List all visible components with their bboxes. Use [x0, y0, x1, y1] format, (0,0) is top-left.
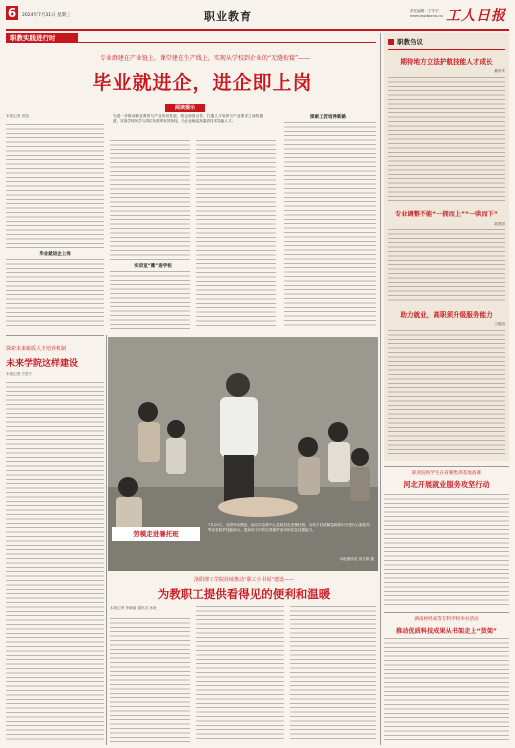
section-title: 职业教育 — [204, 10, 252, 23]
lead-intro: 为进一步推动职业教育与产业协同发展，校企深度合作，打通人才培养与产业需求之间的通道，实现学校所学与岗位所需的有效衔接，为企业输送高素质技术技能人才。 — [113, 114, 263, 123]
news-photo — [108, 337, 378, 571]
sidebar-headline-1: 期待地方立法护航技能人才成长 — [400, 58, 493, 66]
left-headline: 未来学院这样建设 — [6, 359, 79, 369]
page-number: 6 — [7, 6, 17, 20]
photo-caption-title — [112, 527, 200, 541]
sidebar — [384, 33, 509, 461]
reading-label: 阅读提示 — [165, 104, 205, 112]
sidebar-headline-2: 专业调整不能“一拥而上”“一哄而下” — [395, 211, 498, 218]
right-kicker-1: 职业院校学生在省赛集训基地备赛 — [412, 471, 481, 476]
left-kicker: 探索未来新质人才培养机制 — [6, 346, 67, 352]
lead-subhead-2: 实训室“搬”进学校 — [134, 264, 172, 269]
left-byline: 本报记者 方思宁 — [6, 372, 33, 376]
bottom-headline: 为教职工提供看得见的便利和温暖 — [157, 587, 331, 601]
sidebar-author-3: 王雅丽 — [494, 322, 505, 326]
right-headline-1: 河北开展就业服务攻坚行动 — [403, 480, 490, 489]
photo-caption-text: 7月20日，全国劳动模范、南京市急救中心急救员走进暑托班，为孩子们讲解急救知识并进行心肺复苏等应急救护技能演示，提高孩子们的自我保护意识和应急处置能力。 — [208, 523, 370, 532]
page-date: 2024年7月31日 星期三 — [22, 13, 71, 18]
photo-caption-title-text: 劳模走进暑托班 — [133, 530, 179, 538]
lead-headline: 毕业就进企，进企即上岗 — [92, 72, 313, 94]
column-label-text: 职教刍议 — [397, 38, 423, 46]
photo-credit: 本报通讯员 刘文琪 摄 — [339, 557, 374, 561]
site-url: www.workercn.cn — [410, 14, 443, 18]
sidebar-author-1: 戴仲华 — [494, 69, 505, 73]
bottom-byline: 本报记者 李晓丽 通讯员 孙艳 — [110, 606, 157, 610]
lead-byline: 本报记者 刘旭 — [6, 114, 29, 118]
right-kicker-2: 湖南财经高等专科学校举办活动 — [414, 617, 479, 622]
sidebar-author-2: 陈建国 — [494, 222, 505, 226]
top-band-label — [6, 33, 78, 43]
lead-subhead-3: 探索工匠培养新路 — [310, 115, 346, 120]
column-square-icon — [388, 39, 394, 45]
sidebar-headline-3: 助力就业，高职须升级服务能力 — [400, 311, 493, 319]
editor-line: 责任编辑：宁芋宇 — [410, 9, 439, 13]
sidebar-column-label — [388, 37, 458, 47]
masthead-logo: 工人日报 — [446, 8, 506, 24]
lead-kicker: 专业群建在产业链上，课堂建在生产线上，实现从学校到企业的“无缝衔接”—— — [99, 55, 311, 62]
bottom-kicker: 洛阳理工学院持续推动“职工小书屋”建设—— — [193, 577, 295, 583]
right-headline-2: 推动优质科技成果从书架走上“货架” — [396, 628, 497, 635]
top-band-label-text: 职教实践进行时 — [10, 34, 56, 42]
lead-subhead-1: 毕业就进企上岗 — [39, 252, 71, 257]
page-header — [6, 4, 509, 32]
